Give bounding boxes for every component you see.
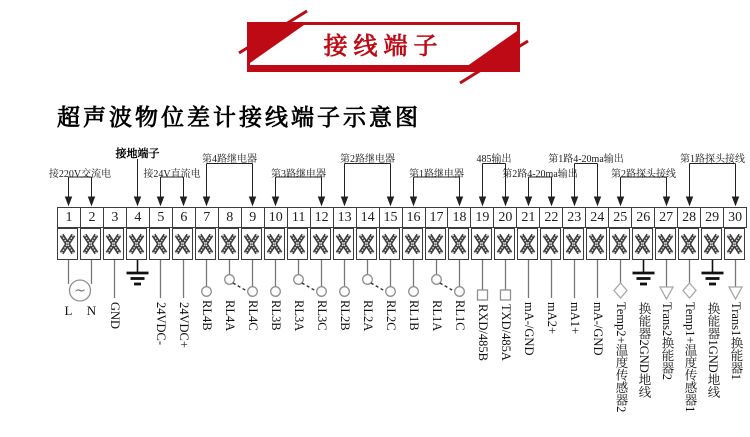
screw-terminal-cell bbox=[172, 228, 193, 260]
wire-terminal-11 bbox=[294, 260, 317, 292]
wire-terminal-17 bbox=[432, 260, 455, 292]
earth-ground-icon bbox=[633, 260, 655, 284]
terminal-label: TXD/485A bbox=[499, 304, 513, 361]
transducer-triangle-icon bbox=[729, 287, 742, 299]
relay-contact-icon bbox=[455, 287, 465, 297]
relay-contact-icon bbox=[248, 287, 258, 297]
arrow-head bbox=[135, 197, 141, 205]
terminal-number-cell: 14 bbox=[356, 208, 379, 227]
screw-terminal-cell bbox=[448, 228, 469, 260]
terminal-label: RL1B bbox=[407, 300, 421, 331]
terminal-number-cell: 9 bbox=[241, 208, 264, 227]
screw-terminal-cell bbox=[402, 228, 423, 260]
screw-terminal-cell bbox=[517, 228, 538, 260]
arrow-head bbox=[342, 197, 348, 205]
relay-contact-icon bbox=[340, 287, 350, 297]
terminal-number-cell: 13 bbox=[333, 208, 356, 227]
group-label: 第4路继电器 bbox=[202, 154, 257, 165]
group-bracket-2 bbox=[135, 159, 141, 205]
screw-terminal-cell bbox=[149, 228, 170, 260]
terminal-label: RL2C bbox=[384, 300, 398, 331]
terminal-screw-icon bbox=[380, 229, 399, 259]
terminal-screw-icon bbox=[702, 229, 721, 259]
terminal-label: RL1C bbox=[453, 300, 467, 331]
group-label: 第2路探头接线 bbox=[611, 168, 676, 180]
wire-terminal-25 bbox=[614, 260, 627, 298]
terminal-number-cell: 8 bbox=[218, 208, 241, 227]
terminal-number-cell: 4 bbox=[126, 208, 149, 227]
wire-terminal-19 bbox=[478, 260, 488, 300]
terminal-label: RL4A bbox=[223, 300, 237, 332]
terminal-screw-icon bbox=[81, 229, 100, 259]
terminal-label: 换能器2GND地线 bbox=[637, 302, 651, 398]
terminal-number-cell: 26 bbox=[631, 208, 654, 227]
terminal-label: RL4B bbox=[200, 300, 214, 331]
terminal-screw-icon bbox=[495, 229, 514, 259]
terminal-number-cell: 24 bbox=[585, 208, 608, 227]
terminal-number-cell: 10 bbox=[264, 208, 287, 227]
wire-terminal-12 bbox=[317, 260, 327, 296]
screw-terminal-cell bbox=[540, 228, 561, 260]
screw-terminal-cell bbox=[264, 228, 285, 260]
terminal-label: L bbox=[64, 303, 73, 318]
terminal-label: Temp1+温度传感器1 bbox=[683, 302, 697, 413]
svg-text:~: ~ bbox=[74, 283, 86, 299]
terminal-label: N bbox=[86, 303, 97, 318]
terminal-screw-icon bbox=[518, 229, 537, 259]
arrow-head bbox=[526, 197, 532, 205]
wire-terminal-28 bbox=[683, 260, 696, 298]
earth-ground-icon bbox=[702, 260, 724, 284]
terminal-screw-icon bbox=[334, 229, 353, 259]
arrow-head bbox=[204, 197, 210, 205]
relay-contact-icon bbox=[409, 287, 419, 297]
group-bracket-7 bbox=[411, 177, 463, 205]
wire-terminal-26 bbox=[633, 260, 655, 284]
earth-ground-icon bbox=[127, 260, 149, 284]
terminal-screw-icon bbox=[587, 229, 606, 259]
arrow-head bbox=[664, 197, 670, 205]
screw-terminal-cell bbox=[310, 228, 331, 260]
wire-terminal-27 bbox=[660, 260, 673, 299]
terminal-screw-icon bbox=[449, 229, 468, 259]
wire-terminal-18 bbox=[455, 260, 465, 296]
screw-terminal-cell bbox=[218, 228, 239, 260]
screw-terminal-cell bbox=[425, 228, 446, 260]
wire-terminal-14 bbox=[363, 260, 386, 292]
transducer-triangle-icon bbox=[660, 287, 673, 299]
page-title: 超声波物位差计接线端子示意图 bbox=[57, 104, 421, 130]
group-label: 485输出 bbox=[476, 154, 512, 165]
wire-terminal-30 bbox=[729, 260, 742, 299]
terminal-number-cell: 17 bbox=[425, 208, 448, 227]
arrow-head bbox=[572, 197, 578, 205]
group-bracket-4 bbox=[204, 164, 256, 206]
terminal-label: RL2B bbox=[338, 300, 352, 331]
screw-terminal-cell bbox=[103, 228, 124, 260]
terminal-number-cell: 28 bbox=[677, 208, 700, 227]
terminal-label: RL4C bbox=[246, 300, 260, 331]
group-label: 第2路继电器 bbox=[340, 154, 395, 165]
terminal-number-cell: 12 bbox=[310, 208, 333, 227]
screw-terminal-cell bbox=[356, 228, 377, 260]
wire-terminal-29 bbox=[702, 260, 724, 284]
terminal-screw-icon bbox=[242, 229, 261, 259]
terminal-number-cell: 30 bbox=[723, 208, 746, 227]
group-label: 第1路继电器 bbox=[409, 168, 464, 180]
arrow-head bbox=[273, 197, 279, 205]
group-bracket-9 bbox=[526, 177, 555, 205]
wire-terminal-8 bbox=[225, 260, 248, 292]
terminal-screw-icon bbox=[541, 229, 560, 259]
group-label: 接220V交流电 bbox=[48, 168, 112, 180]
terminal-number-cell: 23 bbox=[562, 208, 585, 227]
wire-terminal-2 bbox=[70, 260, 92, 301]
relay-switch-contact-icon bbox=[363, 260, 386, 292]
terminal-screw-row bbox=[57, 228, 747, 260]
terminal-screw-icon bbox=[58, 229, 77, 259]
arrow-head bbox=[158, 197, 164, 205]
terminal-number-cell: 15 bbox=[379, 208, 402, 227]
terminal-number-row bbox=[57, 207, 747, 228]
screw-terminal-cell bbox=[195, 228, 216, 260]
terminal-screw-icon bbox=[288, 229, 307, 259]
wire-terminal-4 bbox=[127, 260, 149, 284]
terminal-number-cell: 22 bbox=[539, 208, 562, 227]
terminal-label: GND bbox=[108, 302, 122, 330]
terminal-number-cell: 5 bbox=[149, 208, 172, 227]
terminal-label: 24VDC- bbox=[154, 302, 168, 346]
terminal-screw-icon bbox=[472, 229, 491, 259]
terminal-label: mA2+ bbox=[545, 302, 559, 335]
terminal-number-cell: 25 bbox=[608, 208, 631, 227]
screw-terminal-cell bbox=[701, 228, 722, 260]
terminal-label: RL1A bbox=[430, 300, 444, 332]
terminal-screw-icon bbox=[219, 229, 238, 259]
group-bracket-1 bbox=[66, 177, 95, 205]
terminal-label: 换能器1GND地线 bbox=[706, 302, 720, 398]
arrow-head bbox=[66, 197, 72, 205]
screw-terminal-cell bbox=[494, 228, 515, 260]
wire-terminal-7 bbox=[202, 260, 212, 296]
terminal-label: mA1+ bbox=[568, 302, 582, 335]
terminal-number-cell: 27 bbox=[654, 208, 677, 227]
wire-terminal-15 bbox=[386, 260, 396, 296]
arrow-head bbox=[549, 197, 555, 205]
arrow-head bbox=[618, 197, 624, 205]
screw-terminal-cell bbox=[632, 228, 653, 260]
group-bracket-11 bbox=[618, 177, 670, 205]
arrow-head bbox=[388, 197, 394, 205]
screw-terminal-cell bbox=[287, 228, 308, 260]
screw-terminal-cell bbox=[563, 228, 584, 260]
arrow-head bbox=[687, 197, 693, 205]
screw-terminal-cell bbox=[379, 228, 400, 260]
terminal-screw-icon bbox=[725, 229, 744, 259]
terminal-label: 24VDC+ bbox=[177, 302, 191, 348]
group-label: 接24V直流电 bbox=[143, 168, 201, 180]
terminal-label: RL3C bbox=[315, 300, 329, 331]
screw-terminal-cell bbox=[678, 228, 699, 260]
relay-switch-contact-icon bbox=[432, 260, 455, 292]
screw-terminal-cell bbox=[609, 228, 630, 260]
screw-terminal-cell bbox=[80, 228, 101, 260]
arrow-head bbox=[503, 197, 509, 205]
group-bracket-5 bbox=[273, 177, 325, 205]
wire-terminal-16 bbox=[409, 260, 419, 296]
wire-terminal-9 bbox=[248, 260, 258, 296]
arrow-head bbox=[250, 197, 256, 205]
terminal-label: mA-/GND bbox=[591, 302, 605, 356]
arrow-head bbox=[733, 197, 739, 205]
terminal-screw-icon bbox=[679, 229, 698, 259]
arrow-head bbox=[595, 197, 601, 205]
terminal-number-cell: 18 bbox=[447, 208, 470, 227]
relay-switch-contact-icon bbox=[294, 260, 317, 292]
terminal-screw-icon bbox=[104, 229, 123, 259]
terminal-number-cell: 16 bbox=[402, 208, 425, 227]
arrow-head bbox=[181, 197, 187, 205]
screw-terminal-cell bbox=[655, 228, 676, 260]
wire-terminal-20 bbox=[501, 260, 511, 300]
relay-contact-icon bbox=[317, 287, 327, 297]
group-label: 接地端子 bbox=[115, 148, 160, 160]
screw-terminal-cell bbox=[333, 228, 354, 260]
terminal-label: RXD/485B bbox=[476, 304, 490, 361]
banner bbox=[247, 22, 520, 72]
terminal-label: Trans1换能器1 bbox=[729, 302, 743, 381]
terminal-number-cell: 2 bbox=[80, 208, 103, 227]
group-label: 第2路4-20ma输出 bbox=[502, 168, 578, 180]
terminal-screw-icon bbox=[633, 229, 652, 259]
terminal-label: RL2A bbox=[361, 300, 375, 332]
relay-contact-icon bbox=[202, 287, 212, 297]
screw-terminal-cell bbox=[724, 228, 745, 260]
group-bracket-3 bbox=[158, 177, 187, 205]
terminal-number-cell: 20 bbox=[493, 208, 516, 227]
ac-source-icon bbox=[70, 280, 91, 301]
arrow-head bbox=[411, 197, 417, 205]
screw-terminal-cell bbox=[126, 228, 147, 260]
terminal-number-cell: 6 bbox=[172, 208, 195, 227]
terminal-screw-icon bbox=[196, 229, 215, 259]
terminal-label: RL3A bbox=[292, 300, 306, 332]
banner-title: 接线端子 bbox=[323, 32, 444, 60]
terminal-screw-icon bbox=[173, 229, 192, 259]
terminal-screw-icon bbox=[610, 229, 629, 259]
arrow-head bbox=[319, 197, 325, 205]
arrow-head bbox=[89, 197, 95, 205]
screw-terminal-cell bbox=[57, 228, 78, 260]
terminal-number-cell: 19 bbox=[470, 208, 493, 227]
relay-contact-icon bbox=[386, 287, 396, 297]
terminal-screw-icon bbox=[403, 229, 422, 259]
terminal-screw-icon bbox=[426, 229, 445, 259]
terminal-screw-icon bbox=[150, 229, 169, 259]
arrow-head bbox=[457, 197, 463, 205]
group-bracket-6 bbox=[342, 164, 394, 206]
terminal-label: mA-/GND bbox=[522, 302, 536, 356]
temp-probe-diamond-icon bbox=[614, 283, 627, 298]
comm-terminal-square-icon bbox=[478, 290, 488, 300]
screw-terminal-cell bbox=[471, 228, 492, 260]
terminal-label: Trans2换能器2 bbox=[660, 302, 674, 381]
screw-terminal-cell bbox=[241, 228, 262, 260]
terminal-number-cell: 1 bbox=[65, 209, 73, 225]
terminal-screw-icon bbox=[265, 229, 284, 259]
comm-terminal-square-icon bbox=[501, 290, 511, 300]
terminal-number-cell: 7 bbox=[195, 208, 218, 227]
terminal-label: Temp2+温度传感器2 bbox=[614, 302, 628, 413]
group-bracket-12 bbox=[687, 164, 739, 206]
screw-terminal-cell bbox=[586, 228, 607, 260]
terminal-screw-icon bbox=[564, 229, 583, 259]
group-label: 第1路4-20ma输出 bbox=[548, 154, 624, 165]
terminal-number-cell: 29 bbox=[700, 208, 723, 227]
group-label: 第3路继电器 bbox=[271, 168, 326, 180]
terminal-screw-icon bbox=[357, 229, 376, 259]
terminal-screw-icon bbox=[656, 229, 675, 259]
terminal-label: RL3B bbox=[269, 300, 283, 331]
group-label: 第1路探头接线 bbox=[680, 154, 745, 165]
temp-probe-diamond-icon bbox=[683, 283, 696, 298]
relay-switch-contact-icon bbox=[225, 260, 248, 292]
wire-terminal-13 bbox=[340, 260, 350, 296]
terminal-number-cell: 3 bbox=[103, 208, 126, 227]
arrow-head bbox=[480, 197, 486, 205]
wire-terminal-10 bbox=[271, 260, 281, 296]
terminal-number-cell: 11 bbox=[287, 208, 310, 227]
terminal-screw-icon bbox=[311, 229, 330, 259]
terminal-number-cell: 21 bbox=[516, 208, 539, 227]
relay-contact-icon bbox=[271, 287, 281, 297]
terminal-screw-icon bbox=[127, 229, 146, 259]
